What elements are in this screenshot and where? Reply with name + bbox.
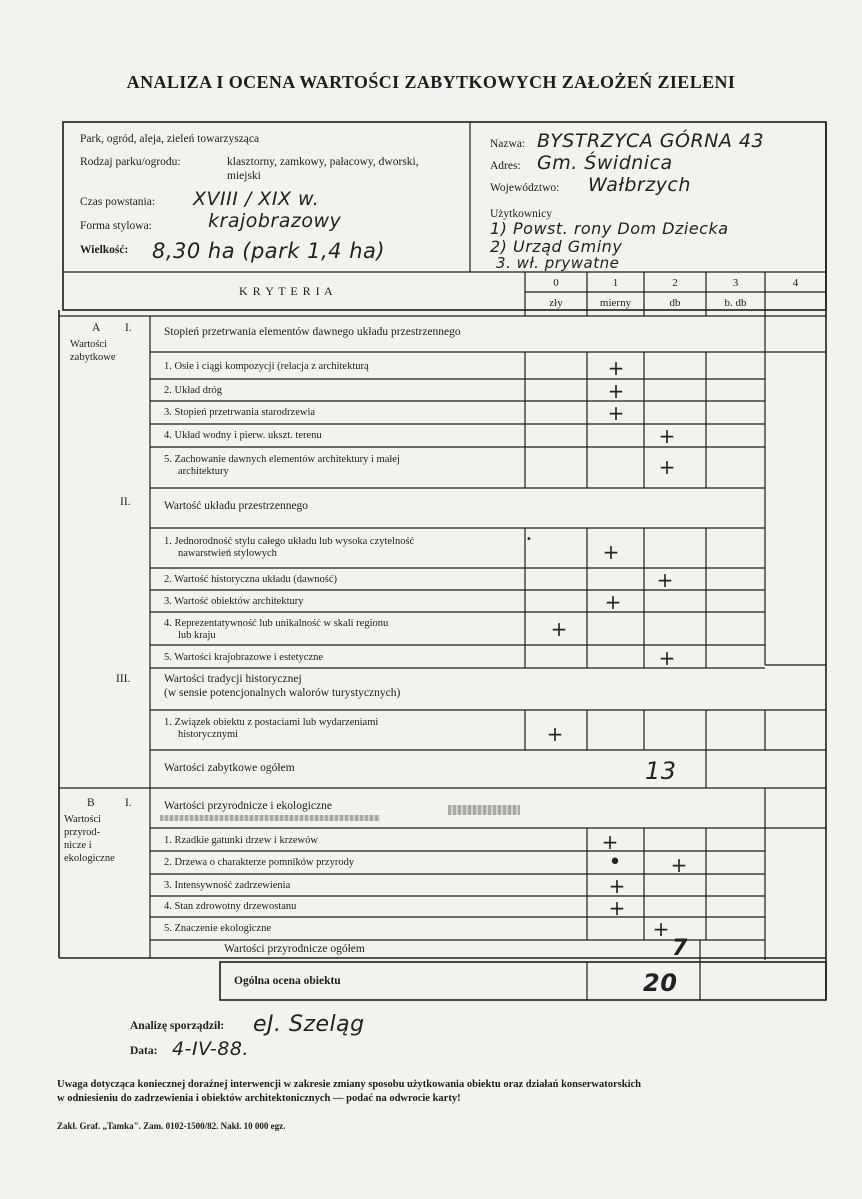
criterion-a2-4-cont: lub kraju — [178, 630, 216, 641]
grade-2: 2 — [672, 277, 678, 289]
czas-value: XVIII / XIX w. — [193, 188, 320, 210]
criterion-a2-5: 5. Wartości krajobrazowe i estetyczne — [164, 652, 324, 663]
czas-label: Czas powstania: — [80, 196, 156, 208]
criterion-a1-3: 3. Stopień przetrwania starodrzewia — [164, 407, 316, 418]
criterion-a2-3: 3. Wartość obiektów architektury — [164, 596, 304, 607]
overall-value: 20 — [643, 969, 678, 997]
criterion-a2-2: 2. Wartość historyczna układu (dawność) — [164, 574, 338, 585]
rodzaj-label: Rodzaj parku/ogrodu: — [80, 156, 181, 168]
mark-a2-2: + — [656, 568, 674, 592]
warning-line-2: w odniesieniu do zadrzewienia i obiektów architektonicznych — podać na odwrocie karty! — [57, 1093, 461, 1104]
wojewodztwo-value: Wałbrzych — [588, 174, 691, 196]
section-b-name-4: ekologiczne — [64, 853, 115, 864]
criterion-b1-1: 1. Rzadkie gatunki drzew i krzewów — [164, 835, 318, 846]
mark-b1-5: + — [652, 917, 670, 941]
section-b-roman: I. — [125, 797, 132, 809]
group-a3-roman: III. — [116, 673, 131, 685]
uzytkownik-3: 3. wł. prywatne — [496, 254, 620, 272]
section-a-name-1: Wartości — [70, 339, 108, 350]
group-a2-roman: II. — [120, 496, 131, 508]
criterion-a3-1: 1. Związek obiektu z postaciami lub wydarzeniami — [164, 717, 379, 728]
adres-value: Gm. Świdnica — [537, 152, 673, 174]
criterion-a3-1-cont: historycznymi — [178, 729, 239, 740]
total-b-value: 7 — [672, 936, 688, 961]
grade-4: 4 — [792, 277, 799, 289]
total-a-value: 13 — [645, 757, 677, 785]
data-value: 4-IV-88. — [172, 1038, 249, 1060]
criterion-b1-5: 5. Znaczenie ekologiczne — [164, 923, 271, 934]
mark-a1-3: + — [607, 401, 625, 425]
mark-a1-1: + — [607, 356, 625, 380]
criterion-a2-1-cont: nawarstwień stylowych — [178, 548, 277, 559]
grade-word-2: db — [669, 297, 681, 309]
mark-a3-1: + — [546, 722, 564, 746]
grade-word-1: mierny — [599, 297, 632, 309]
group-a3-heading-2: (w sensie potencjonalnych walorów turystycznych) — [164, 687, 401, 699]
uzytkownik-1: 1) Powst. rony Dom Dziecka — [490, 219, 729, 238]
section-b-name-1: Wartości — [64, 814, 102, 825]
criterion-a1-1: 1. Osie i ciągi kompozycji (relacja z architekturą — [164, 361, 369, 372]
criterion-a1-4: 4. Układ wodny i pierw. ukszt. terenu — [164, 430, 322, 441]
total-b-label: Wartości przyrodnicze ogółem — [224, 943, 365, 955]
criterion-a2-1: 1. Jednorodność stylu całego układu lub wysoka czytelność — [164, 536, 415, 547]
mark-b1-4: + — [608, 896, 626, 920]
mark-a2-4: + — [550, 617, 568, 641]
sporzadzil-label: Analizę sporządził: — [130, 1020, 225, 1032]
group-a1-heading: Stopień przetrwania elementów dawnego układu przestrzennego — [164, 326, 461, 338]
criterion-b1-3: 3. Intensywność zadrzewienia — [164, 880, 291, 891]
data-label: Data: — [130, 1045, 158, 1057]
criteria-label: K R Y T E R I A — [239, 284, 334, 298]
rodzaj-options-2: miejski — [227, 170, 261, 182]
criterion-b1-4: 4. Stan zdrowotny drzewostanu — [164, 901, 297, 912]
park-type-line: Park, ogród, aleja, zieleń towarzysząca — [80, 133, 260, 145]
mark-b1-3: + — [608, 874, 626, 898]
total-a-label: Wartości zabytkowe ogółem — [164, 762, 295, 774]
mark-a2-1: + — [602, 540, 620, 564]
wojewodztwo-label: Województwo: — [490, 182, 560, 194]
dot-b1-2: • — [608, 850, 622, 875]
mark-a2-5: + — [658, 646, 676, 670]
forma-label: Forma stylowa: — [80, 220, 152, 232]
section-a-name-2: zabytkowe — [70, 352, 116, 363]
nazwa-label: Nazwa: — [490, 138, 526, 150]
group-a3-heading: Wartości tradycji historycznej — [164, 673, 302, 685]
group-a2-heading: Wartość układu przestrzennego — [164, 500, 309, 512]
criterion-a1-2: 2. Układ dróg — [164, 385, 223, 396]
criterion-b1-2: 2. Drzewa o charakterze pomników przyrody — [164, 857, 355, 868]
ink-smudge — [160, 815, 380, 821]
uzytkownik-2: 2) Urząd Gminy — [490, 237, 623, 256]
section-a-letter: A — [92, 322, 101, 334]
ink-smudge-2 — [448, 805, 520, 815]
section-b-name-3: nicze i — [64, 840, 92, 851]
dot-a2-1: • — [526, 534, 532, 545]
mark-a1-5: + — [658, 455, 676, 479]
adres-label: Adres: — [490, 160, 521, 172]
mark-a2-3: + — [604, 590, 622, 614]
sporzadzil-signature: eJ. Szeląg — [253, 1012, 365, 1037]
mark-a1-2: + — [607, 379, 625, 403]
forma-value: krajobrazowy — [208, 210, 342, 232]
grade-word-3: b. db — [724, 297, 747, 309]
grade-word-0: zły — [549, 297, 563, 309]
rodzaj-options: klasztorny, zamkowy, pałacowy, dworski, — [227, 156, 419, 168]
grade-0: 0 — [553, 277, 559, 289]
wielkosc-value: 8,30 ha (park 1,4 ha) — [152, 239, 386, 263]
grade-3: 3 — [732, 277, 739, 289]
warning-line-1: Uwaga dotycząca koniecznej doraźnej interwencji w zakresie zmiany sposobu użytkowania obiektu oraz działań konserwatorskich — [57, 1079, 641, 1090]
section-a-roman: I. — [125, 322, 132, 334]
criterion-a2-4: 4. Reprezentatywność lub unikalność w skali regionu — [164, 618, 389, 629]
document-title: ANALIZA I OCENA WARTOŚCI ZABYTKOWYCH ZAŁOŻEŃ ZIELENI — [126, 72, 736, 92]
criterion-a1-5: 5. Zachowanie dawnych elementów architektury i małej — [164, 454, 400, 465]
mark-a1-4: + — [658, 424, 676, 448]
mark-b1-2: + — [670, 853, 688, 877]
printer-imprint: Zakł. Graf. „Tamka". Zam. 0102-1500/82. Nakł. 10 000 egz. — [57, 1121, 286, 1131]
grade-1: 1 — [612, 277, 619, 289]
uzytkownicy-label: Użytkownicy — [490, 208, 552, 220]
nazwa-value: BYSTRZYCA GÓRNA 43 — [537, 130, 765, 152]
section-b-name-2: przyrod- — [64, 827, 101, 838]
group-b1-heading: Wartości przyrodnicze i ekologiczne — [164, 800, 332, 812]
mark-b1-1: + — [601, 830, 619, 854]
overall-label: Ogólna ocena obiektu — [234, 975, 341, 987]
section-b-letter: B — [87, 797, 95, 809]
criterion-a1-5-cont: architektury — [178, 466, 229, 477]
wielkosc-label: Wielkość: — [80, 244, 129, 256]
